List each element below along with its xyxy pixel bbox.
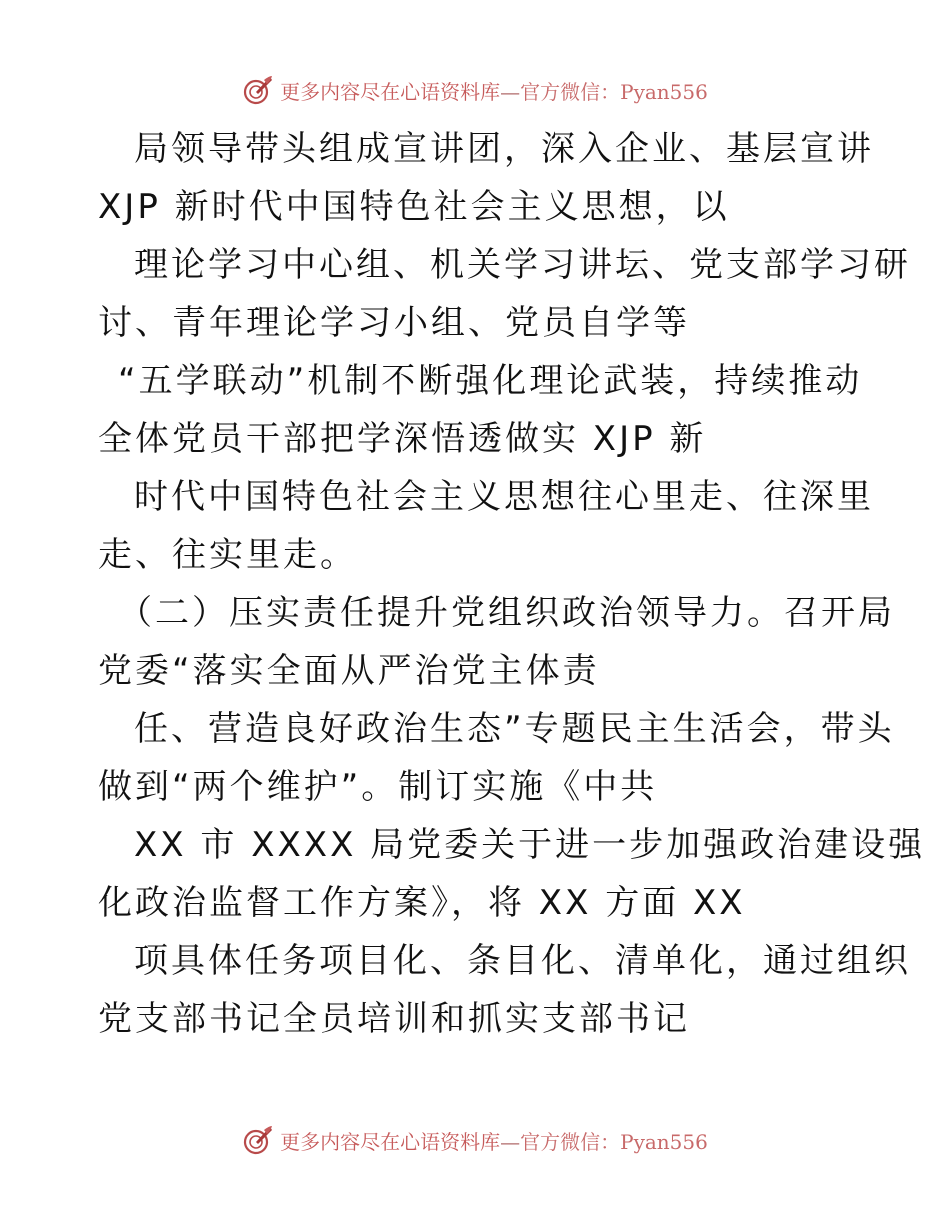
footer-watermark	[0, 1122, 950, 1158]
text-line: 走、往实里走。	[98, 535, 357, 575]
watermark-title: 更多内容尽在心语资料库	[280, 79, 501, 104]
text-line: XJP 新时代中国特色社会主义思想，以	[98, 187, 730, 227]
text-line: “五学联动”机制不断强化理论武装，持续推动	[118, 361, 863, 401]
watermark-text	[280, 76, 708, 105]
text-line: 全体党员干部把学深悟透做实 XJP 新	[98, 419, 707, 459]
text-line: 化政治监督工作方案》，将 XX 方面 XX	[98, 883, 746, 923]
watermark-wechat: 官方微信：Pyan556	[520, 1129, 708, 1154]
text-line: XX 市 XXXX 局党委关于进一步加强政治建设强	[134, 825, 926, 865]
watermark-text	[280, 1126, 708, 1155]
text-line: 讨、青年理论学习小组、党员自学等	[98, 303, 690, 343]
text-line: 任、营造良好政治生态”专题民主生活会，带头	[134, 709, 895, 749]
quill-logo-icon	[242, 74, 274, 106]
watermark-title: 更多内容尽在心语资料库	[280, 1129, 501, 1154]
text-line: 党支部书记全员培训和抓实支部书记	[98, 999, 690, 1039]
text-line: 时代中国特色社会主义思想往心里走、往深里	[134, 477, 874, 517]
watermark-separator: —	[500, 79, 521, 104]
text-line: 理论学习中心组、机关学习讲坛、党支部学习研	[134, 245, 911, 285]
quill-logo-icon	[242, 1124, 274, 1156]
watermark-wechat: 官方微信：Pyan556	[520, 79, 708, 104]
text-line: 党委“落实全面从严治党主体责	[98, 651, 600, 691]
text-line: 项具体任务项目化、条目化、清单化，通过组织	[134, 941, 911, 981]
header-watermark	[0, 72, 950, 108]
text-line: 做到“两个维护”。制订实施《中共	[98, 767, 658, 807]
text-line: 局领导带头组成宣讲团，深入企业、基层宣讲	[134, 129, 874, 169]
watermark-separator: —	[500, 1129, 521, 1154]
text-line: （二）压实责任提升党组织政治领导力。召开局	[118, 593, 895, 633]
